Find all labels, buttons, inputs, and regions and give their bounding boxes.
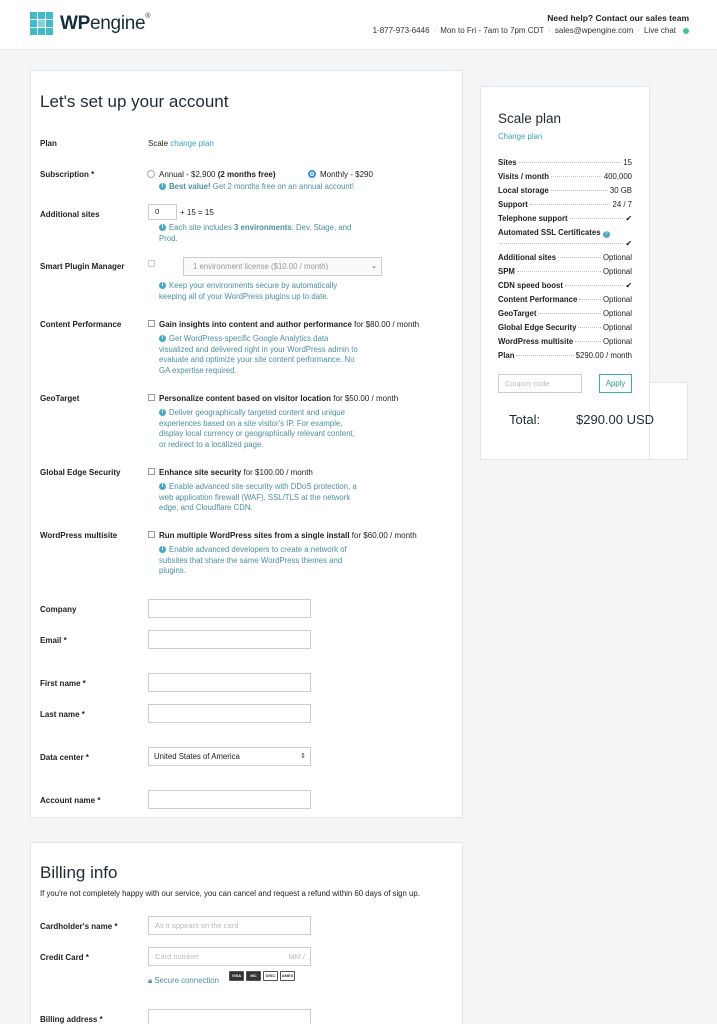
lock-icon: 🔒︎ (148, 976, 153, 985)
mastercard-icon: MC (246, 971, 261, 981)
additional-sites-input[interactable]: 0 (148, 204, 177, 220)
help-icon[interactable]: ? (604, 231, 608, 237)
apply-coupon-button[interactable]: Apply (599, 374, 632, 393)
plan-row-visits: Visits / month 400,000 (498, 172, 632, 181)
addon-row-edge: Global Edge Security Optional (498, 323, 632, 332)
help-title: Need help? Contact our sales team (547, 13, 689, 23)
first-name-input[interactable] (148, 673, 311, 692)
wpengine-logo[interactable] (30, 12, 150, 36)
content-performance-label: Content Performance (40, 320, 122, 329)
plan-row-ssl: Automated SSL Certificates ? (498, 228, 608, 237)
info-icon: i (159, 224, 166, 231)
check-icon: ✔ (625, 281, 632, 290)
sales-contact: Need help? Contact our sales team 1-877-973-6446 · Mon to Fri - 7am to 7pm CDT · sales@wpengine.com · Live chat (372, 13, 689, 35)
addon-row-multisite: WordPress multisite Optional (498, 337, 632, 346)
live-chat-link[interactable]: Live chat (643, 26, 676, 35)
billing-info-card (30, 842, 463, 1024)
content-performance-title[interactable]: Gain insights into content and author performance for $80.00 / month (159, 320, 420, 329)
multisite-title[interactable]: Run multiple WordPress sites from a single install for $60.00 / month (159, 531, 417, 540)
addon-row-spm: SPM Optional (498, 267, 632, 276)
visa-icon: VISA (229, 971, 244, 981)
billing-subtitle: If you're not completely happy with our service, you can cancel and request a refund within 60 days of sign up. (40, 889, 420, 898)
account-name-label: Account name * (40, 796, 101, 805)
email-label: Email * (40, 636, 67, 645)
billing-address-label: Billing address * (40, 1015, 103, 1024)
sales-email[interactable]: sales@wpengine.com (554, 26, 634, 35)
plan-row-storage: Local storage 30 GB (498, 186, 632, 195)
edge-security-title[interactable]: Enhance site security for $100.00 / month (159, 468, 313, 477)
info-icon: i (159, 409, 166, 416)
billing-address-input[interactable] (148, 1009, 311, 1024)
data-center-label: Data center * (40, 753, 89, 762)
logo-wordmark: WPengine® (60, 13, 151, 34)
total-label: Total: (509, 412, 541, 427)
info-icon: i (159, 282, 166, 289)
online-status-icon (683, 28, 689, 34)
credit-card-label: Credit Card * (40, 953, 89, 962)
geotarget-title[interactable]: Personalize content based on visitor location for $50.00 / month (159, 394, 399, 403)
plan-summary-title: Scale plan (498, 111, 562, 126)
plan-summary-card (480, 86, 650, 460)
multisite-checkbox[interactable] (148, 531, 155, 538)
addon-row-plan-price: Plan $290.00 / month (498, 351, 632, 360)
last-name-label: Last name * (40, 710, 85, 719)
card-number-input[interactable]: Card number MM / (148, 947, 311, 966)
addon-row-sites: Additional sites Optional (498, 253, 632, 262)
edge-security-checkbox[interactable] (148, 468, 155, 475)
sales-phone[interactable]: 1-877-973-6446 (372, 26, 430, 35)
company-label: Company (40, 605, 77, 614)
data-center-select[interactable]: United States of America ⇕ (148, 747, 311, 766)
billing-title: Billing info (40, 863, 118, 882)
plan-card-extension (650, 382, 688, 460)
first-name-label: First name * (40, 679, 86, 688)
monthly-radio[interactable] (308, 170, 316, 178)
addon-row-geotarget: GeoTarget Optional (498, 309, 632, 318)
check-icon: ✔ (625, 214, 632, 223)
cardholder-label: Cardholder's name * (40, 922, 118, 931)
content-performance-hint: i Get WordPress-specific Google Analytics data visualized and delivered right in your WordPress admin to evaluate and optimize your site content performance. No GA expertise required. (159, 334, 358, 375)
additional-sites-hint: i Each site includes 3 environments: Dev, Stage, and Prod. (159, 223, 352, 243)
multisite-hint: i Enable advanced developers to create a network of subsites that share the same WordPress themes and plugins. (159, 545, 347, 575)
plan-row-ssl-value (498, 239, 632, 248)
edge-security-hint: i Enable advanced site security with DDoS protection, a web application firewall (WAF), SSL/TLS at the network edge, and Cloudflare CDN. (159, 482, 357, 512)
subscription-label: Subscription * (40, 170, 95, 179)
smart-plugin-select[interactable]: 1 environment license ($10.00 / month) ⌄ (183, 257, 382, 276)
addon-row-content: Content Performance Optional (498, 295, 632, 304)
plan-label: Plan (40, 139, 57, 148)
company-input[interactable] (148, 599, 311, 618)
cardholder-input[interactable]: As it appears on the card (148, 916, 311, 935)
sales-hours: Mon to Fri - 7am to 7pm CDT (440, 26, 545, 35)
geotarget-checkbox[interactable] (148, 394, 155, 401)
plan-row-sites: Sites 15 (498, 158, 632, 167)
check-icon: ✔ (625, 239, 632, 248)
subscription-hint: i Best value! Get 2 months free on an annual account! (159, 182, 354, 193)
plan-row-telephone: Telephone support ✔ (498, 214, 632, 223)
amex-icon: AMEX (280, 971, 295, 981)
card-brand-icons (229, 971, 295, 981)
addon-row-cdn: CDN speed boost ✔ (498, 281, 632, 290)
plan-value: Scale change plan (148, 139, 214, 148)
smart-plugin-checkbox[interactable] (148, 260, 155, 267)
content-performance-checkbox[interactable] (148, 320, 155, 327)
secure-connection: 🔒︎ Secure connection (148, 976, 219, 985)
additional-sites-label: Additional sites (40, 210, 100, 219)
expiry-placeholder: MM / (288, 952, 305, 961)
geotarget-hint: i Deliver geographically targeted content and unique experiences based on a site visitor's IP. For example, display local currency or geographically relevant content, or redirect to a localized page. (159, 408, 355, 449)
top-bar (0, 0, 717, 50)
sites-formula: + 15 = 15 (180, 208, 214, 217)
last-name-input[interactable] (148, 704, 311, 723)
account-name-input[interactable] (148, 790, 311, 809)
logo-grid-icon (30, 12, 54, 36)
edge-security-label: Global Edge Security (40, 468, 121, 477)
email-field[interactable] (148, 630, 311, 649)
multisite-label: WordPress multisite (40, 531, 118, 540)
account-setup-card (30, 70, 463, 818)
info-icon: i (159, 483, 166, 490)
chevron-down-icon: ⌄ (371, 263, 377, 270)
total-value: $290.00 USD (576, 412, 655, 427)
annual-radio[interactable] (147, 170, 155, 178)
discover-icon: DISC (263, 971, 278, 981)
info-icon: i (159, 335, 166, 342)
geotarget-label: GeoTarget (40, 394, 80, 403)
smart-plugin-label: Smart Plugin Manager (40, 262, 125, 271)
info-icon: i (159, 183, 166, 190)
select-arrows-icon: ⇕ (300, 753, 306, 760)
smart-plugin-hint: i Keep your environments secure by automatically keeping all of your WordPress plugins up to date. (159, 281, 338, 301)
change-plan-link[interactable]: change plan (170, 139, 214, 148)
annual-option-label[interactable]: Annual - $2,900 (2 months free) (159, 170, 276, 179)
coupon-input[interactable]: Coupon code (498, 374, 582, 393)
page-title: Let's set up your account (40, 92, 229, 111)
plan-row-support: Support 24 / 7 (498, 200, 632, 209)
change-plan-button[interactable]: Change plan (498, 132, 543, 141)
info-icon: i (159, 546, 166, 553)
monthly-option-label[interactable]: Monthly - $290 (320, 170, 373, 179)
